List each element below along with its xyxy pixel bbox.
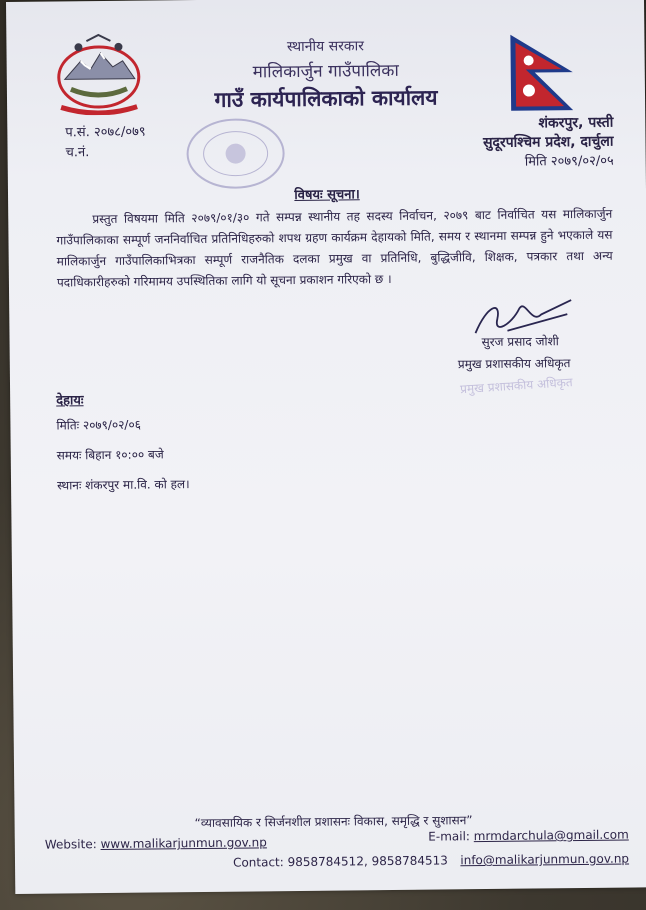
footer-contact: Contact: 9858784512, 9858784513 [232,853,448,870]
nepal-flag-icon [506,32,581,113]
signatory-title-stamp: प्रमुख प्रशासकीय अधिकृत [459,375,574,397]
footer-motto: “व्यावसायिक र सिर्जनशील प्रशासनः विकास, समृद्धि र सुशासन” [194,813,473,831]
address-line-2: सुदूरपश्चिम प्रदेश, दार्चुला [482,133,614,152]
footer-email [428,828,629,844]
email-label: E-mail: [428,829,470,844]
signatory-title: प्रमुख प्रशासकीय अधिकृत [457,356,571,372]
signatory-name: सुरज प्रसाद जोशी [481,334,559,350]
event-place: स्थानः शंकरपुर मा.वि. को हल। [56,477,190,493]
office-title: गाउँ कार्यपालिकाको कार्यालय [214,85,438,112]
email-link[interactable]: mrmdarchula@gmail.com [473,827,629,844]
notice-body: प्रस्तुत विषयमा मिति २०७९/०१/३० गते सम्पन्न स्थानीय तह सदस्य निर्वाचन, २०७९ बाट निर्वाचित यस मालिकार्जुन गाउँपालिकाका सम्पूर्ण जननिर्वाचित प्रतिनिधिहरुको शपथ ग्रहण कार्यक्रम देहायको मिति, समय र स्थानमा सम्पन्न हुने भएकाले यस मालिकार्जुन गाउँपालिकाभित्रका सम्पूर्ण राजनैतिक दलका प्रमुख वा प्रतिनिधि, बुद्धिजीवि, शिक्षक, पत्रकार तथा अन्य पदाधिकारीहरुको गरिमामय उपस्थितिका लागि यो सूचना प्रकाशन गरिएको छ । [56,206,613,290]
address-line-1: शंकरपुर, पस्ती [538,114,614,132]
address-block [483,114,614,172]
header-subtitle: स्थानीय सरकार [286,38,365,56]
dispatch-number: च.नं. [65,145,90,161]
reference-number: प.सं. २०७८/०७९ [65,124,146,141]
reference-block [65,123,146,164]
municipality-name: मालिकार्जुन गाउँपालिका [252,60,399,83]
subject-line: विषयः सूचना। [294,187,360,203]
website-label: Website: [44,837,97,852]
event-date: मितिः २०७९/०२/०६ [56,417,141,433]
footer-website [45,835,267,851]
office-stamp-icon [175,111,296,196]
email-link-secondary[interactable]: info@malikarjunmun.gov.np [460,851,630,868]
letter-date: मिति २०७९/०२/०५ [524,153,614,170]
details-heading: देहायः [56,393,84,409]
event-time: समयः बिहान १०:०० बजे [56,447,164,463]
letter-sheet [6,0,646,894]
event-details [56,390,190,495]
website-link[interactable]: www.malikarjunmun.gov.np [100,835,267,852]
